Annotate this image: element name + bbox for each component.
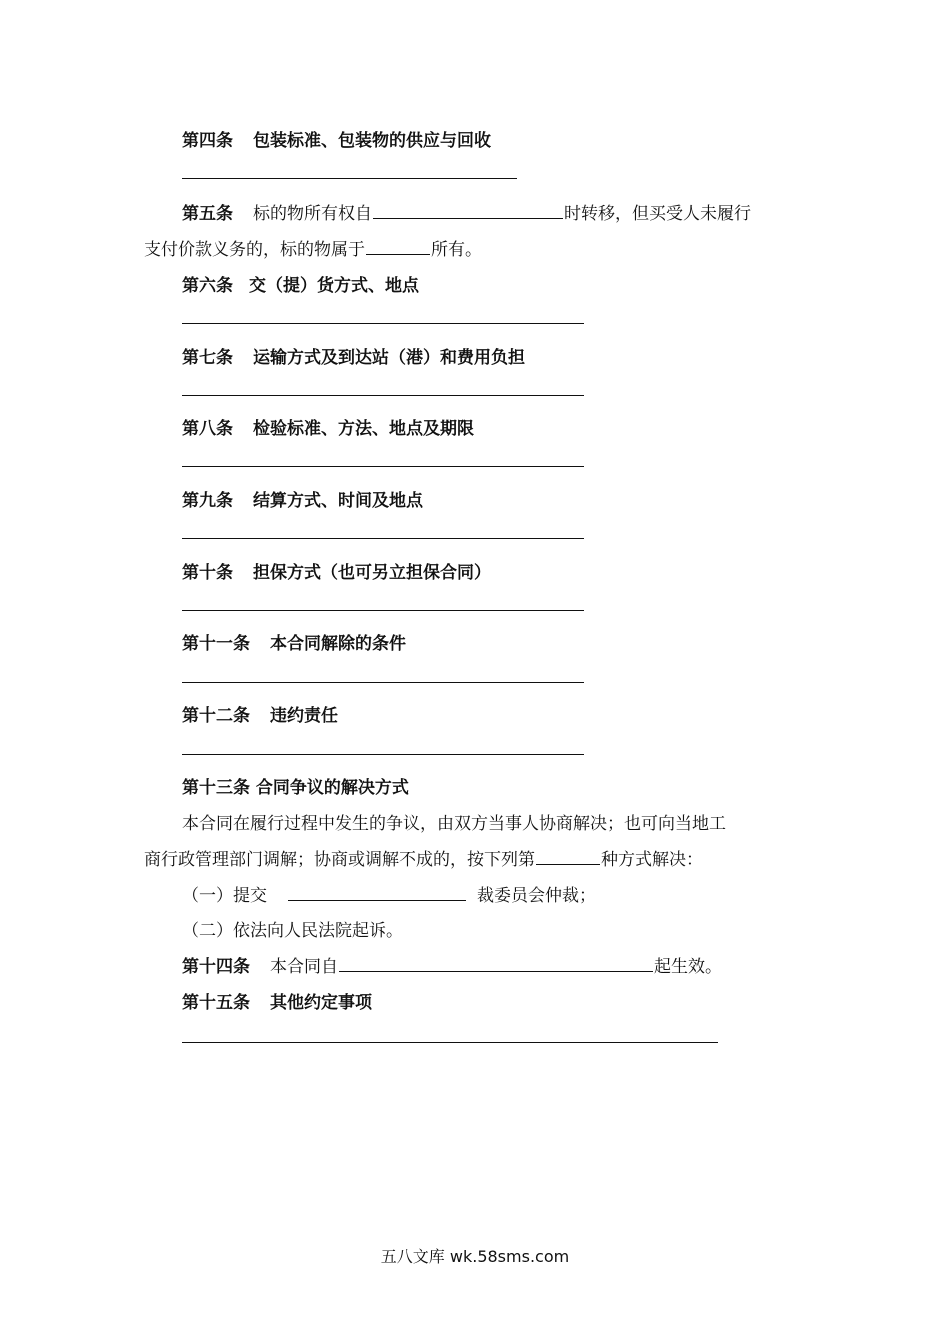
article-7-heading [182, 343, 525, 368]
article-9-fill-line [182, 538, 584, 539]
article-12-number: 第十二条 [182, 706, 250, 726]
article-13-heading: 第十三条 合同争议的解决方式 [182, 778, 409, 798]
article-15-heading [182, 988, 372, 1013]
footer-watermark: 五八文库 wk.58sms.com [380, 1247, 570, 1266]
article-11-heading [182, 629, 406, 654]
article-8-number: 第八条 [182, 419, 233, 439]
article-7-title: 运输方式及到达站（港）和费用负担 [253, 348, 525, 368]
article-13-paragraph-line1: 本合同在履行过程中发生的争议，由双方当事人协商解决；也可向当地工 [182, 814, 726, 834]
article-5-text4: 所有。 [431, 240, 482, 260]
article-5-line2 [144, 235, 482, 260]
article-5-text1: 标的物所有权自 [253, 204, 372, 224]
article-6-fill-line [182, 323, 584, 324]
article-7-fill-line [182, 395, 584, 396]
article-6-title: 交（提）货方式、地点 [249, 276, 419, 296]
article-4-fill-line [182, 178, 517, 179]
article-8-heading [182, 414, 474, 439]
article-11-number: 第十一条 [182, 634, 250, 654]
article-14-line [182, 952, 722, 977]
article-12-fill-line [182, 754, 584, 755]
article-10-fill-line [182, 610, 584, 611]
article-14-text2: 起生效。 [654, 957, 722, 977]
article-5-line1 [182, 199, 751, 224]
article-12-heading [182, 701, 338, 726]
article-5-blank-1[interactable] [373, 217, 563, 219]
article-13-paragraph-line2 [144, 845, 703, 870]
article-4-number: 第四条 [182, 131, 233, 151]
article-13-arbitration-blank[interactable] [288, 899, 466, 901]
article-8-title: 检验标准、方法、地点及期限 [253, 419, 474, 439]
article-5-blank-2[interactable] [366, 253, 430, 255]
article-11-fill-line [182, 682, 584, 683]
article-8-fill-line [182, 466, 584, 467]
article-13-text2b: 种方式解决： [601, 850, 703, 870]
article-14-number: 第十四条 [182, 957, 250, 977]
article-12-title: 违约责任 [270, 706, 338, 726]
article-9-heading [182, 486, 423, 511]
article-4-title: 包装标准、包装物的供应与回收 [253, 131, 491, 151]
article-13-option-1 [182, 881, 596, 906]
article-15-title: 其他约定事项 [270, 993, 372, 1013]
article-14-text1: 本合同自 [270, 957, 338, 977]
article-13-option-1-suffix: 裁委员会仲裁； [477, 886, 596, 906]
article-10-title: 担保方式（也可另立担保合同） [253, 563, 491, 583]
article-7-number: 第七条 [182, 348, 233, 368]
article-13-option-1-prefix: （一）提交 [182, 886, 267, 906]
article-6-number: 第六条 [182, 276, 233, 296]
article-5-text2: 时转移，但买受人未履行 [564, 204, 751, 224]
article-14-date-blank[interactable] [339, 970, 653, 972]
article-9-number: 第九条 [182, 491, 233, 511]
article-5-number: 第五条 [182, 204, 233, 224]
article-10-number: 第十条 [182, 563, 233, 583]
article-15-fill-line [182, 1042, 718, 1043]
article-13-option-2: （二）依法向人民法院起诉。 [182, 921, 403, 941]
article-13-text2a: 商行政管理部门调解；协商或调解不成的，按下列第 [144, 850, 535, 870]
article-13-method-blank[interactable] [536, 863, 600, 865]
article-6-heading [182, 271, 419, 296]
article-10-heading [182, 558, 491, 583]
article-4-heading [182, 126, 491, 151]
article-15-number: 第十五条 [182, 993, 250, 1013]
article-9-title: 结算方式、时间及地点 [253, 491, 423, 511]
article-5-text3: 支付价款义务的，标的物属于 [144, 240, 365, 260]
article-11-title: 本合同解除的条件 [270, 634, 406, 654]
